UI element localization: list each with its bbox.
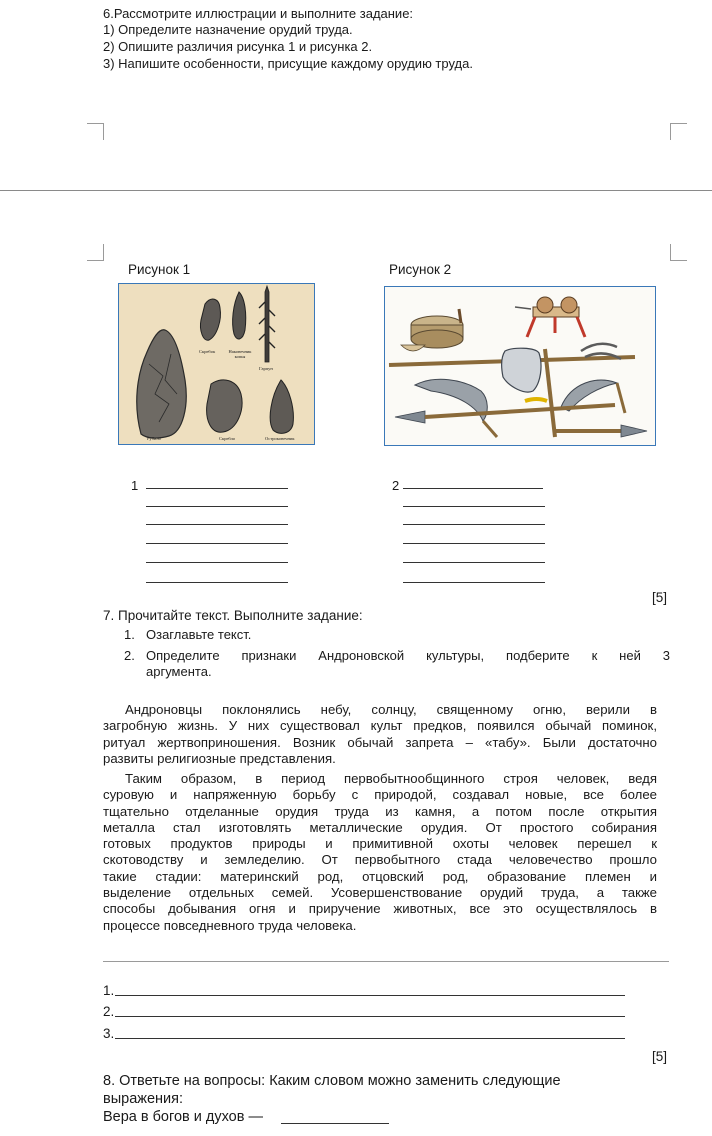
tool-label: Скребло <box>219 436 236 441</box>
page-corner-mark <box>670 244 687 261</box>
answer1-line[interactable] <box>146 582 288 583</box>
answer-line[interactable] <box>115 1038 625 1039</box>
answer-number: 3. <box>103 1026 115 1041</box>
answer2-line[interactable] <box>403 524 545 525</box>
task7-item-1: Озаглавьте текст. <box>146 627 252 642</box>
figure1-stone-tools-image <box>118 283 315 445</box>
task8-answer-line[interactable] <box>281 1123 389 1124</box>
task6-item-3: 3) Напишите особенности, присущие каждому орудию труда. <box>103 56 473 71</box>
answer-line[interactable] <box>115 1016 625 1017</box>
answer-line[interactable] <box>115 995 625 996</box>
page-corner-mark <box>87 123 104 140</box>
tool-label: Остроконечник <box>265 436 295 441</box>
task8-title: 8. Ответьте на вопросы: Каким словом можно заменить следующие <box>103 1073 561 1089</box>
task6-item-2: 2) Опишите различия рисунка 1 и рисунка 2. <box>103 39 373 54</box>
tool-label: Гарпун <box>259 366 273 371</box>
task7-item-2-cont: аргумента. <box>146 664 212 679</box>
tool-label: Наконечник копья <box>228 349 252 359</box>
text-line: металла стал изготовлять металлические орудия. От простого собирания <box>103 819 657 835</box>
task7-item-1-number: 1. <box>124 627 135 642</box>
text-line: скотоводству и земледелию. От первобытного стада человечество прошло <box>103 852 657 868</box>
page-corner-mark <box>87 244 104 261</box>
figure1-caption: Рисунок 1 <box>128 262 191 277</box>
answer1-line[interactable] <box>146 524 288 525</box>
answer2-line[interactable] <box>403 543 545 544</box>
answer1-line[interactable] <box>146 562 288 563</box>
answer2-line[interactable] <box>403 488 543 489</box>
figure2-caption: Рисунок 2 <box>389 262 452 277</box>
text-line: готовых продуктов природы и примитивной охоты человек перешел к <box>103 836 657 852</box>
text-line: ритуал жертвоприношения. Возник обычай запрета – «табу». Были достаточно <box>103 734 657 750</box>
text-line: выделение отдельных семей. Усовершенствование орудий труда, а также <box>103 885 657 901</box>
text-line: загробную жизнь. У них существовал культ предков, появился обычай поминок, <box>103 718 657 734</box>
task7-score: [5] <box>652 1049 668 1064</box>
task6-score: [5] <box>652 590 668 605</box>
answer1-number: 1 <box>131 478 139 493</box>
answer-number: 1. <box>103 983 115 998</box>
answer2-line[interactable] <box>403 506 545 507</box>
page-break-line <box>0 190 712 191</box>
task7-item-2: Определите признаки Андроновской культуры, подберите к ней 3 <box>146 648 670 663</box>
text-line: тщательно отделанные орудия труда из камня, а потом после открытия <box>103 803 657 819</box>
answer2-number: 2 <box>392 478 400 493</box>
tool-label: Скребок <box>199 349 216 354</box>
figure2-metal-tools-image <box>384 286 656 446</box>
text-line: развиты религиозные представления. <box>103 750 336 766</box>
text-line: Андроновцы поклонялись небу, солнцу, священному огню, верили в <box>125 702 657 717</box>
answer2-line[interactable] <box>403 562 545 563</box>
task7-title: 7. Прочитайте текст. Выполните задание: <box>103 608 363 623</box>
text-line: суровую и напряженную борьбу с природой, создавал новые, все более <box>103 787 657 803</box>
text-line: Таким образом, в период первобытнообщинного строя человек, ведя <box>125 771 657 786</box>
answer2-line[interactable] <box>403 582 545 583</box>
text-line: способы добывания огня и приручение животных, все это осуществлялось в <box>103 901 657 917</box>
task7-item-2-number: 2. <box>124 648 135 663</box>
text-paragraph-2 <box>103 771 657 934</box>
tool-label: Рубило <box>147 436 161 441</box>
task8-question: Вера в богов и духов — <box>103 1109 263 1125</box>
text-paragraph-1 <box>103 702 657 767</box>
answer-number: 2. <box>103 1004 115 1019</box>
separator-line <box>103 961 669 962</box>
answer1-line[interactable] <box>146 488 288 489</box>
answer1-line[interactable] <box>146 506 288 507</box>
task6-title: 6.Рассмотрите иллюстрации и выполните задание: <box>103 6 414 21</box>
text-line: процессе повседневного труда человека. <box>103 917 357 933</box>
task6-item-1: 1) Определите назначение орудий труда. <box>103 22 353 37</box>
task8-title-cont: выражения: <box>103 1091 184 1107</box>
answer1-line[interactable] <box>146 543 288 544</box>
text-line: такие стадии: материнский род, отцовский род, образование племен и <box>103 868 657 884</box>
page-corner-mark <box>670 123 687 140</box>
